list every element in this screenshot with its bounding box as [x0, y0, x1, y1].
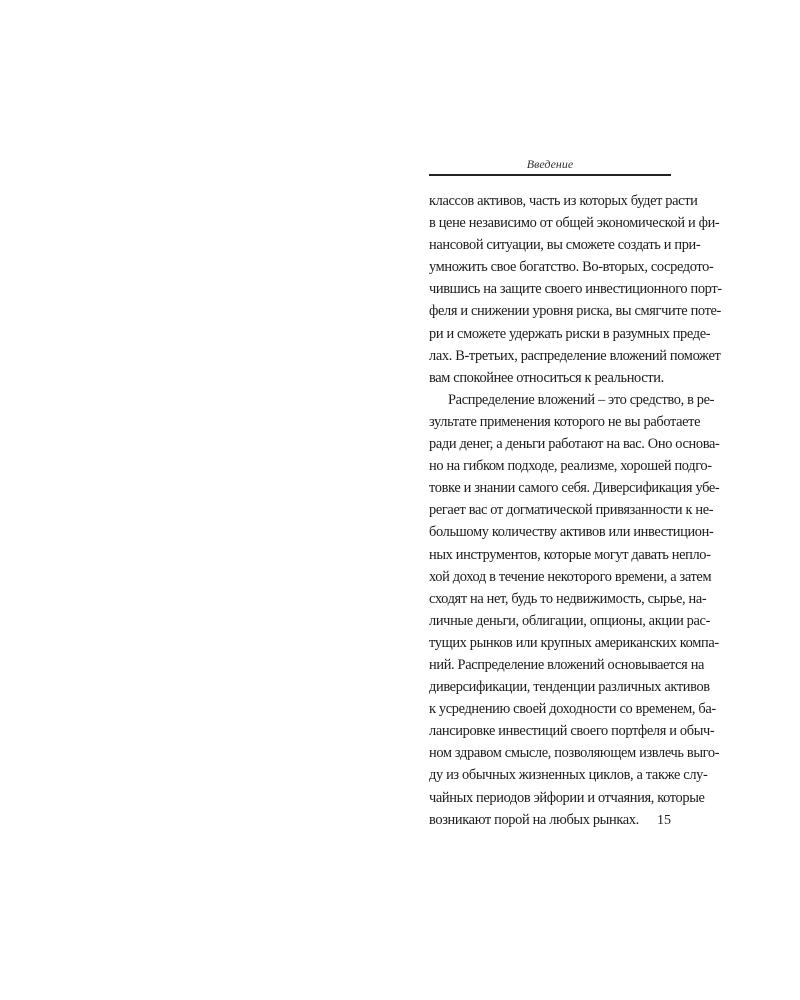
text-line: к усреднению своей доходности со временем, ба-: [429, 701, 716, 718]
paragraph: [429, 190, 722, 389]
text-line: ри и сможете удержать риски в разумных преде-: [429, 325, 711, 342]
page-number: 15: [657, 813, 671, 828]
text-line: ради денег, а деньги работают на вас. Оно основа-: [429, 436, 720, 453]
paragraph: [429, 389, 720, 831]
text-line: диверсификации, тенденции различных активов: [429, 679, 710, 696]
text-line: лах. В-третьих, распределение вложений поможет: [429, 347, 721, 364]
text-line: ных инструментов, которые могут давать непло-: [429, 546, 711, 563]
text-line: большому количеству активов или инвестицион-: [429, 524, 714, 541]
text-line: лансировке инвестиций своего портфеля и обыч-: [429, 723, 715, 740]
book-page: [429, 150, 722, 840]
text-line: тущих рынков или крупных американских компа-: [429, 634, 719, 651]
text-line: регает вас от догматической привязанности к не-: [429, 502, 714, 519]
text-line: товке и знании самого себя. Диверсификация убе-: [429, 480, 720, 497]
text-line: чившись на защите своего инвестиционного порт-: [429, 281, 722, 298]
text-line: ний. Распределение вложений основывается на: [429, 656, 705, 673]
running-head: Введение: [526, 157, 574, 171]
text-line: но на гибком подходе, реализме, хорошей подго-: [429, 458, 712, 475]
text-line: вам спокойнее относиться к реальности.: [429, 369, 664, 386]
body-text: [429, 190, 722, 831]
text-line: зультате применения которого не вы работаете: [429, 413, 701, 430]
text-line: нансовой ситуации, вы сможете создать и при-: [429, 237, 701, 254]
text-line: умножить свое богатство. Во-вторых, сосредото-: [429, 259, 714, 276]
text-line: ном здравом смысле, позволяющем извлечь выго-: [429, 745, 720, 762]
text-line: чайных периодов эйфории и отчаяния, которые: [429, 789, 705, 806]
text-line: в цене независимо от общей экономической и фи-: [429, 215, 720, 232]
text-line: возникают порой на любых рынках.: [429, 811, 639, 828]
text-line: сходят на нет, будь то недвижимость, сырье, на-: [429, 590, 707, 607]
text-line: феля и снижении уровня риска, вы смягчите поте-: [429, 303, 721, 320]
header-rule: [429, 174, 671, 176]
text-line: хой доход в течение некоторого времени, а затем: [429, 568, 712, 585]
text-line: классов активов, часть из которых будет расти: [429, 193, 698, 209]
text-line: ду из обычных жизненных циклов, а также слу-: [429, 767, 708, 784]
text-line: Распределение вложений – это средство, в ре-: [448, 391, 715, 408]
text-line: личные деньги, облигации, опционы, акции рас-: [429, 612, 711, 629]
